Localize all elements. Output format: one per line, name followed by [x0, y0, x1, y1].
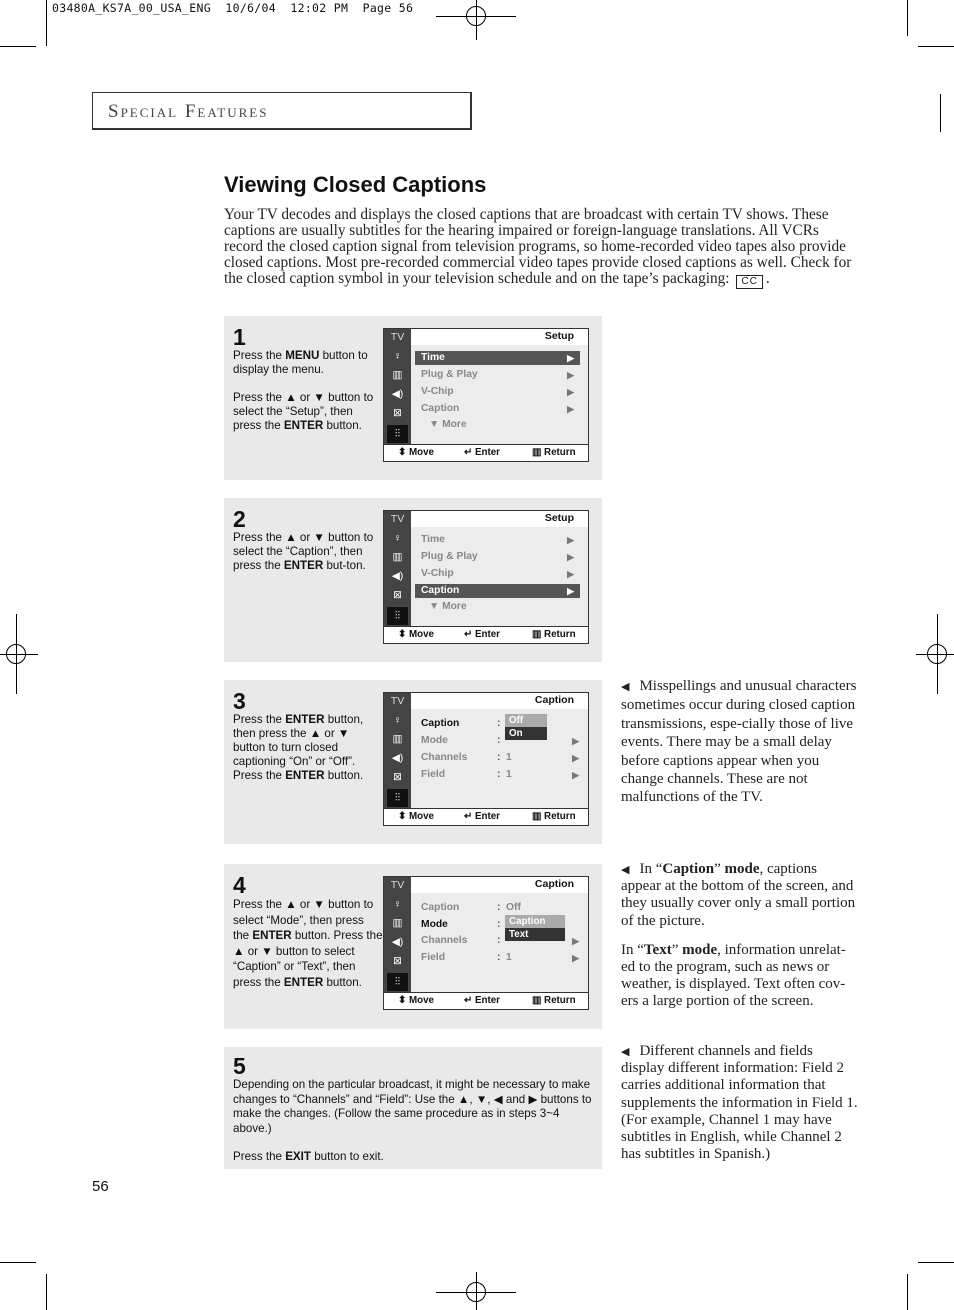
menu-item-v-chip[interactable]	[415, 385, 580, 399]
crop-mark	[0, 46, 36, 47]
sound-icon: ▥	[392, 917, 403, 929]
tv-label: TV	[390, 331, 405, 343]
picture-icon: ♀	[393, 350, 402, 362]
menu-body	[411, 345, 588, 446]
step-instructions	[233, 531, 378, 573]
row-label: Field	[421, 952, 446, 963]
step-instructions	[233, 713, 378, 783]
up-down-icon: ⬍	[398, 629, 407, 640]
return-hint: ▥ Return	[532, 995, 576, 1006]
menu-item-label: Time	[421, 352, 445, 363]
registration-mark	[466, 6, 486, 26]
return-hint: ▥ Return	[532, 629, 576, 640]
menu-sidebar	[384, 693, 411, 810]
menu-header	[411, 693, 588, 709]
paragraph: ◀ In “Caption” mode, captions appear at the bottom of the screen, and they usually cover only a small portion of the picture.	[621, 861, 856, 929]
option-off[interactable]: Off	[505, 714, 547, 727]
return-icon: ▥	[532, 995, 542, 1006]
enter-icon: ↵	[464, 811, 473, 822]
setup-icon: ⫶⫶	[387, 973, 408, 991]
step-3-panel	[224, 680, 602, 844]
tv-label: TV	[390, 513, 405, 525]
step-5-panel	[224, 1047, 602, 1169]
paragraph: In “Text” mode, information unrelat-ed to the program, such as news or weather, is displayed. Text often cov-ers a large portion of the screen.	[621, 941, 846, 1010]
note-arrow-icon: ◀	[621, 863, 630, 876]
picture-icon: ♀	[393, 714, 402, 726]
paragraph: Press the EXIT button to exit.	[233, 1150, 384, 1164]
row-channels[interactable]: Channels : 1 ▶	[421, 752, 579, 763]
return-hint: ▥ Return	[532, 447, 576, 458]
enter-icon: ↵	[464, 995, 473, 1006]
menu-sidebar	[384, 877, 411, 994]
row-field[interactable]: Field : 1 ▶	[421, 952, 579, 963]
arrow-down-icon: ▼	[429, 419, 443, 430]
move-hint: ⬍ Move	[398, 629, 434, 640]
paragraph: Depending on the particular broadcast, it might be necessary to make changes to “Channels” and “Field”: Use the ▲, ▼, ◀ and ▶ buttons to make the changes. (Follow the same procedure as in steps 3~4 above.)	[233, 1078, 592, 1135]
row-value: Off	[506, 902, 521, 913]
menu-item-label: Time	[421, 534, 445, 545]
page-title: Viewing Closed Captions	[224, 172, 487, 197]
crop-mark	[918, 46, 954, 47]
row-label: Channels	[421, 935, 468, 946]
printer-slug: 03480A_KS7A_00_USA_ENG 10/6/04 12:02 PM Page 56	[52, 1, 414, 15]
intro-end: .	[765, 269, 770, 287]
side-note	[621, 861, 859, 1011]
arrow-right-icon: ▶	[572, 736, 579, 746]
menu-sidebar	[384, 329, 411, 446]
closed-caption-symbol: CC	[736, 275, 762, 289]
arrow-right-icon: ▶	[567, 586, 574, 596]
menu-item-label: Caption	[421, 585, 460, 596]
step-instructions	[233, 1078, 593, 1165]
arrow-right-icon: ▶	[567, 370, 574, 380]
step-number: 5	[233, 1053, 246, 1079]
step-number: 3	[233, 688, 246, 714]
return-hint: ▥ Return	[532, 811, 576, 822]
menu-sidebar	[384, 511, 411, 628]
move-hint: ⬍ Move	[398, 995, 434, 1006]
menu-item-caption[interactable]	[415, 402, 580, 416]
paragraph: Press the ▲ or ▼ button to select the “Caption”, then press the ENTER but-ton.	[233, 531, 374, 572]
menu-item-label: V-Chip	[421, 386, 454, 397]
row-field[interactable]: Field : 1 ▶	[421, 769, 579, 780]
crop-mark	[940, 94, 941, 132]
tv-label: TV	[390, 695, 405, 707]
menu-body	[411, 893, 588, 994]
move-hint: ⬍ Move	[398, 811, 434, 822]
registration-mark	[927, 644, 947, 664]
step-instructions	[233, 897, 383, 990]
menu-item-more[interactable]	[415, 418, 580, 432]
picture-icon: ♀	[393, 898, 402, 910]
menu-item-label: V-Chip	[421, 568, 454, 579]
setup-icon: ⫶⫶	[387, 425, 408, 443]
channel-icon: ⊠	[393, 955, 402, 967]
arrow-right-icon: ▶	[567, 569, 574, 579]
crop-mark	[907, 1274, 908, 1310]
row-label: Caption	[421, 902, 460, 913]
step-number: 4	[233, 872, 246, 898]
menu-footer	[384, 444, 588, 461]
step-instructions	[233, 349, 378, 433]
up-down-icon: ⬍	[398, 995, 407, 1006]
tv-menu-screen	[383, 876, 589, 1010]
menu-item-more[interactable]	[415, 600, 580, 614]
arrow-right-icon: ▶	[572, 753, 579, 763]
row-value: 1	[506, 752, 512, 763]
row-value: 1	[506, 952, 512, 963]
mode-dropdown[interactable]	[505, 915, 565, 941]
menu-header	[411, 329, 588, 345]
up-down-icon: ⬍	[398, 447, 407, 458]
menu-footer	[384, 808, 588, 825]
menu-body	[411, 709, 588, 810]
note-arrow-icon: ◀	[621, 680, 630, 693]
sound-icon: ▥	[392, 551, 403, 563]
row-label: Mode	[421, 735, 448, 746]
step-number: 1	[233, 324, 246, 350]
enter-icon: ↵	[464, 629, 473, 640]
speaker-icon: ◀)	[391, 570, 404, 582]
crop-mark	[46, 0, 47, 46]
arrow-right-icon: ▶	[567, 535, 574, 545]
crop-mark	[918, 1262, 954, 1263]
step-2-panel	[224, 498, 602, 662]
row-channels[interactable]: Channels : ▶	[421, 935, 579, 946]
menu-title: Caption	[534, 694, 574, 706]
row-mode[interactable]: Mode :	[421, 919, 501, 930]
menu-item-label: Caption	[421, 403, 460, 414]
page-number: 56	[92, 1178, 109, 1195]
arrow-right-icon: ▶	[567, 387, 574, 397]
crop-mark	[46, 1274, 47, 1310]
row-caption[interactable]: Caption :	[421, 718, 501, 729]
paragraph: Press the ENTER button, then press the ▲ or ▼ button to turn closed captioning “On” or “Off”. Press the ENTER button.	[233, 713, 364, 782]
menu-item-plug-play[interactable]	[415, 368, 580, 382]
side-note	[621, 1043, 859, 1163]
step-number: 2	[233, 506, 246, 532]
row-caption[interactable]: Caption : Off	[421, 902, 521, 913]
setup-icon: ⫶⫶	[387, 607, 408, 625]
row-label: Mode	[421, 919, 448, 930]
move-hint: ⬍ Move	[398, 447, 434, 458]
menu-body	[411, 527, 588, 628]
menu-header	[411, 511, 588, 527]
picture-icon: ♀	[393, 532, 402, 544]
note-arrow-icon: ◀	[621, 1045, 630, 1058]
return-icon: ▥	[532, 447, 542, 458]
arrow-right-icon: ▶	[567, 404, 574, 414]
arrow-right-icon: ▶	[572, 936, 579, 946]
option-caption[interactable]: Caption	[505, 915, 565, 928]
tv-label: TV	[390, 879, 405, 891]
section-title: Special Features	[108, 101, 269, 122]
arrow-right-icon: ▶	[567, 353, 574, 363]
menu-item-v-chip[interactable]	[415, 567, 580, 581]
arrow-right-icon: ▶	[572, 953, 579, 963]
speaker-icon: ◀)	[391, 752, 404, 764]
arrow-right-icon: ▶	[572, 770, 579, 780]
menu-header	[411, 877, 588, 893]
menu-footer	[384, 626, 588, 643]
registration-mark	[6, 644, 26, 664]
option-text[interactable]: Text	[505, 928, 565, 941]
up-down-icon: ⬍	[398, 811, 407, 822]
arrow-right-icon: ▶	[567, 552, 574, 562]
side-note	[621, 677, 859, 807]
speaker-icon: ◀)	[391, 388, 404, 400]
channel-icon: ⊠	[393, 407, 402, 419]
registration-mark	[466, 1282, 486, 1302]
menu-item-time[interactable]	[415, 351, 580, 365]
option-on[interactable]: On	[505, 727, 547, 740]
tv-menu-screen	[383, 510, 589, 644]
paragraph: ◀ Misspellings and unusual characters sometimes occur during closed caption transmissions, espe-cially those of live events. There may be a small delay before captions appear when you change channels. These are not malfunctions of the TV.	[621, 678, 857, 806]
crop-mark	[0, 1262, 36, 1263]
tv-menu-screen	[383, 328, 589, 462]
menu-title: Caption	[534, 878, 574, 890]
crop-mark	[907, 0, 908, 36]
intro-text: Your TV decodes and displays the closed captions that are broadcast with certain TV shows. These captions are usually subtitles for the hearing impaired or foreign-language translations. All VCRs record the closed caption signal from television programs, so home-recorded video tapes also provide closed captions. Most pre-recorded commercial video tapes provide closed captions as well. Check for the closed caption symbol in your television schedule and on the tape’s packaging:	[224, 206, 852, 287]
return-icon: ▥	[532, 811, 542, 822]
intro-paragraph	[224, 207, 852, 289]
sound-icon: ▥	[392, 733, 403, 745]
arrow-down-icon: ▼	[429, 601, 443, 612]
menu-item-time[interactable]	[415, 533, 580, 547]
row-label: Channels	[421, 752, 468, 763]
caption-dropdown[interactable]	[505, 714, 547, 740]
row-label: Field	[421, 769, 446, 780]
channel-icon: ⊠	[393, 589, 402, 601]
menu-title: Setup	[544, 330, 574, 342]
row-label: Caption	[421, 718, 460, 729]
step-4-panel	[224, 864, 602, 1029]
menu-item-label: Plug & Play	[421, 551, 478, 562]
row-value: 1	[506, 769, 512, 780]
setup-icon: ⫶⫶	[387, 789, 408, 807]
menu-item-label: More	[442, 601, 467, 612]
paragraph: ◀ Different channels and fields display different information: Field 2 carries additional information that supplements the information in Field 1. (For example, Channel 1 may have subtitles in English, while Channel 2 has subtitles in Spanish.)	[621, 1043, 858, 1163]
paragraph: Press the MENU button to display the menu.	[233, 349, 368, 376]
paragraph: Press the ▲ or ▼ button to select “Mode”, then press the ENTER button. Press the ▲ or ▼ button to select “Caption” or “Text”, then press the ENTER button.	[233, 898, 383, 989]
menu-item-label: Plug & Play	[421, 369, 478, 380]
menu-item-plug-play[interactable]	[415, 550, 580, 564]
enter-hint: ↵ Enter	[464, 811, 500, 822]
tv-menu-screen	[383, 692, 589, 826]
speaker-icon: ◀)	[391, 936, 404, 948]
enter-hint: ↵ Enter	[464, 995, 500, 1006]
enter-icon: ↵	[464, 447, 473, 458]
paragraph: Press the ▲ or ▼ button to select the “Setup”, then press the ENTER button.	[233, 391, 374, 432]
enter-hint: ↵ Enter	[464, 629, 500, 640]
return-icon: ▥	[532, 629, 542, 640]
row-mode[interactable]: Mode : ▶	[421, 735, 579, 746]
enter-hint: ↵ Enter	[464, 447, 500, 458]
menu-item-label: More	[442, 419, 467, 430]
sound-icon: ▥	[392, 369, 403, 381]
menu-title: Setup	[544, 512, 574, 524]
menu-footer	[384, 992, 588, 1009]
step-1-panel	[224, 316, 602, 480]
channel-icon: ⊠	[393, 771, 402, 783]
menu-item-caption[interactable]	[415, 584, 580, 598]
